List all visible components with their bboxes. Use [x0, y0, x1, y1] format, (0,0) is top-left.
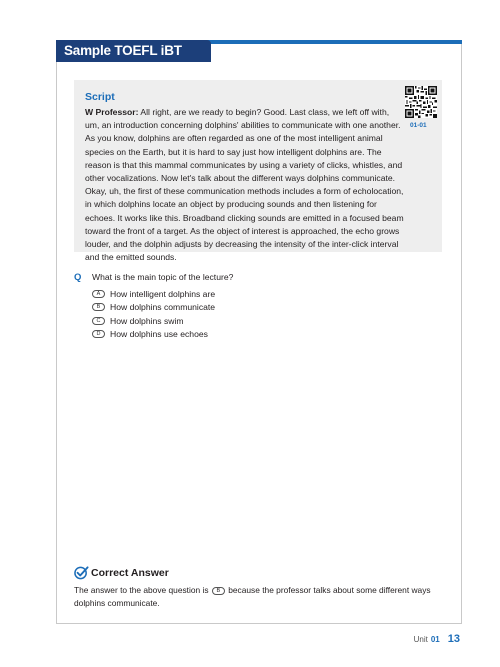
answer-text-after: because the professor talks about some different ways dolphins communicate.	[74, 585, 431, 608]
unit-number: 01	[430, 635, 440, 644]
correct-answer-header	[74, 565, 169, 580]
script-body	[85, 106, 405, 264]
qr-code-icon[interactable]	[405, 86, 437, 118]
option-label: How dolphins use echoes	[110, 329, 208, 340]
speaker-label: W Professor:	[85, 107, 139, 117]
option-a[interactable]	[92, 287, 215, 301]
option-badge: C	[92, 317, 105, 325]
page-number: 13	[447, 633, 460, 645]
check-circle-icon	[74, 565, 89, 580]
option-badge: A	[92, 290, 105, 298]
section-title: Sample TOEFL iBT Question	[56, 40, 211, 62]
option-d[interactable]	[92, 328, 215, 342]
correct-answer-title: Correct Answer	[91, 566, 169, 579]
section-header	[56, 40, 462, 80]
option-c[interactable]	[92, 314, 215, 328]
option-label: How dolphins communicate	[110, 302, 216, 313]
option-badge: B	[92, 303, 105, 311]
page-footer	[414, 633, 460, 645]
option-b[interactable]	[92, 301, 215, 315]
answer-explanation	[74, 584, 444, 610]
question-text: What is the main topic of the lecture?	[92, 272, 234, 282]
answer-options	[92, 287, 215, 341]
question-marker: Q	[74, 272, 82, 283]
script-text: All right, are we ready to begin? Good. Last class, we left off with, um, an introduction concerning dolphins' abilities to communicate with one another. As you know, dolphins are often regarded as one of the most intelligent animal species on the Earth, but it is hard to say just how intelligent dolphins are. The reason is that this mammal communicates by using a variety of clicks, whistles, and other vocalizations. Now let's talk about the different ways dolphins communicate. Okay, uh, the first of these communication methods includes a form of echolocation, in which dolphins locate an object by producing sounds and then listening for echoes. It works like this. Broadband clicking sounds are emitted in a focused beam toward the front of a target. As the object of interest is approached, the echo grows louder, and the dolphin adjusts by decreasing the intensity of the inter-click interval and the emitted sounds.	[85, 107, 404, 263]
script-title: Script	[85, 91, 115, 103]
answer-badge: B	[212, 587, 225, 595]
answer-text-before: The answer to the above question is	[74, 585, 209, 595]
header-rule	[206, 40, 462, 44]
audio-track-number: 01-01	[410, 122, 427, 129]
option-label: How intelligent dolphins are	[110, 288, 216, 299]
option-label: How dolphins swim	[110, 315, 184, 326]
unit-label: Unit	[413, 635, 428, 644]
option-badge: D	[92, 330, 105, 338]
